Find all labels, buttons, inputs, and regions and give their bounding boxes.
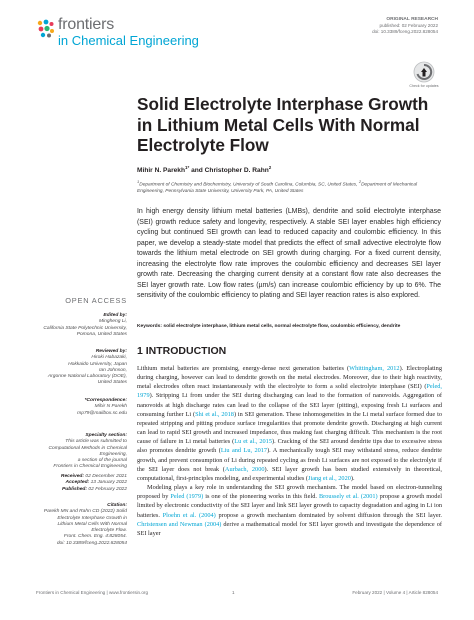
body-text-run: Lithium metal batteries are promising, energy-dense next generation batteries ( bbox=[137, 365, 350, 372]
reviewer-line: Ian Johnson, bbox=[98, 367, 127, 373]
specialty-line: Engineering, bbox=[99, 451, 127, 457]
abstract: In high energy density lithium metal batteries (LMBs), dendrite and solid electrolyte interphase (SEI) growth reduce safety and longevity, respectively. A stable SEI layer enables high efficiency cycling but continued SEI growth can lead to reduced capacity and coulombic efficiency. In this paper, we develop a steady-state model that predicts the effect of small advective electrolyte flow towards the lithium metal electrode on SEI growth during charging. For a fixed current density, increasing the electrolyte flow rate improves the coulombic efficiency and decreases SEI layer growth rate. Decreasing the charging current density at a constant flow rate also decreases the SEI layer growth rate. Low flow rates (µm/s) can increase coulombic efficiency by up to 6%. The sensitivity of the coulombic efficiency to plating and SEI layer reaction rates is also explored. bbox=[137, 208, 441, 300]
body-text-run: ). Electroplating during charging, however can lead to dendrite growth on the metal electrodes. Moreover, due to their high reactivity, metal electrodes often react instantaneously with the electrolyte to form a solid electrolyte interphase (SEI) ( bbox=[137, 365, 442, 391]
body-text-run: ). bbox=[350, 474, 355, 482]
citation-block bbox=[30, 503, 127, 547]
citation-link[interactable]: Ploehn et al. (2004) bbox=[162, 511, 216, 519]
check-updates-label[interactable]: Check for updates bbox=[409, 84, 439, 88]
affil-1-marker: 1 bbox=[137, 179, 140, 184]
intro-paragraph-1 bbox=[137, 364, 442, 483]
citation-line: Front. Chem. Eng. 4:828054. bbox=[63, 534, 127, 540]
article-title: Solid Electrolyte Interphase Growth in Lithium Metal Cells With Normal Electrolyte Flow bbox=[137, 94, 429, 155]
citation-link[interactable]: Broussely et al. (2001) bbox=[318, 493, 378, 501]
affil-2-marker: 2 bbox=[358, 179, 362, 184]
author-2-marker: 2 bbox=[268, 165, 272, 170]
reviewer-line: Argonne National Laboratory (DOE), bbox=[47, 374, 127, 380]
specialty-block bbox=[30, 433, 127, 471]
footer-page-number: 1 bbox=[232, 590, 235, 595]
citation-line: Electrolyte Flow. bbox=[91, 528, 127, 534]
author-2[interactable]: and Christopher D. Rahn bbox=[189, 167, 269, 175]
citation-link[interactable]: Christensen and Newman (2004) bbox=[137, 520, 222, 528]
body-text-run: ). SEI layer growth has been studied extensively in theoretical, computational, first-principles modeling, and experimental studies ( bbox=[137, 465, 443, 482]
citation-doi[interactable]: doi: 10.3389/fceng.2022.828054 bbox=[56, 540, 127, 546]
specialty-label: Specialty section: bbox=[85, 433, 127, 438]
accepted-label: Accepted: bbox=[65, 480, 90, 486]
reviewer-line: Hokkaido University, Japan bbox=[68, 361, 127, 367]
citation-link[interactable]: Jiang et al., 2020 bbox=[308, 474, 351, 482]
reviewed-by-block bbox=[30, 349, 127, 387]
citation-line: Electrolyte Interphase Growth in bbox=[57, 515, 127, 521]
edited-by-label: Edited by: bbox=[103, 313, 127, 318]
body-text-run: Modeling plays a key role in understanding the SEI growth mechanism. The model based on electron-tunneling proposed by bbox=[137, 484, 442, 501]
published-date-sidebar: 02 February 2022 bbox=[88, 486, 127, 492]
citation-link[interactable]: Peled (1979) bbox=[170, 493, 204, 501]
received-date: 02 December 2021 bbox=[85, 474, 127, 479]
affil-1: Department of Chemistry and Biochemistry, University of South Carolina, Columbia, SC, United States, bbox=[139, 182, 359, 188]
citation-label: Citation: bbox=[107, 503, 127, 508]
citation-link[interactable]: Liu and Lu, 2017 bbox=[220, 447, 268, 455]
citation-line: Lithium Metal Cells With Normal bbox=[57, 521, 127, 527]
affiliations bbox=[137, 179, 442, 196]
specialty-line: a section of the journal bbox=[77, 458, 127, 464]
reviewed-by-label: Reviewed by: bbox=[95, 349, 127, 354]
keywords bbox=[137, 324, 441, 329]
citation-line: Parekh MN and Rahn CD (2022) Solid bbox=[43, 509, 127, 515]
body-text-run: is one of the pioneering works in this field. bbox=[203, 493, 319, 501]
accepted-date: 13 January 2022 bbox=[90, 480, 127, 486]
open-access-label: OPEN ACCESS bbox=[65, 296, 127, 305]
brand-name: frontiers bbox=[58, 16, 114, 33]
specialty-line: Frontiers in Chemical Engineering bbox=[53, 464, 127, 470]
keywords-list: solid electrolyte interphase, lithium metal cells, normal electrolyte flow, coulombic efficiency, dendrite bbox=[163, 324, 401, 329]
intro-paragraph-2 bbox=[137, 483, 442, 538]
author-list bbox=[137, 165, 271, 174]
author-1[interactable]: Mihir N. Parekh bbox=[137, 167, 186, 175]
body-text-run: derive a mathematical model for SEI layer growth and investigate the dependence of SEI layer bbox=[137, 520, 442, 537]
reviewer-line: Hiroki Habazaki, bbox=[91, 355, 127, 361]
body-text-run: ) in SEI generation. These inhomogeneities in the Li metal surface formed due to repeated stripping and pitting produce surface irregularities that promote dendrite growth. Discharging at high current can lead to rapid SEI growth and increased impedance, thus making fast charging difficult. This mechanism is the root cause of failure in Li metal batteries ( bbox=[137, 410, 442, 446]
body-text-run: ). Stripping Li from under the SEI during discharging can lead to the formation of nanovoids. Aggregation of nanovoids at high discharge rates can lead to the collapse of the SEI layer (pitting), exposing fresh Li surfaces and consuming further Li ( bbox=[137, 392, 442, 418]
keywords-label: Keywords: bbox=[137, 324, 163, 329]
specialty-line: Computational Methods in Chemical bbox=[48, 445, 127, 451]
dates-block bbox=[30, 474, 127, 493]
journal-name: in Chemical Engineering bbox=[58, 33, 199, 48]
footer-journal[interactable]: Frontiers in Chemical Engineering | www.frontiersin.org bbox=[36, 590, 148, 595]
reviewer-line: United States bbox=[97, 380, 127, 386]
section-title: 1 INTRODUCTION bbox=[137, 345, 227, 357]
body-text-run: ). A mechanically tough SEI may withstand stress, reduce dendrite growth, and prevent consumption of Li during repeated cycling as fresh Li surfaces are not exposed to the electrolyte if the SEI layer does not break ( bbox=[137, 447, 442, 473]
published-label: Published: bbox=[62, 486, 88, 492]
citation-link[interactable]: Aurbach, 2000 bbox=[224, 465, 265, 473]
correspondence-label: *Correspondence: bbox=[84, 398, 127, 403]
editor-line: California State Polytechnic University, bbox=[43, 325, 127, 331]
body-text-run: propose a growth model limited by electronic conductivity of the SEI layer and link SEI layer growth to capacity degradation and aging in Li ion batteries. bbox=[137, 493, 442, 519]
affil-2: Department of Mechanical Engineering, Pennsylvania State University, University Park, PA, United States bbox=[137, 182, 418, 195]
article-type: ORIGINAL RESEARCH bbox=[386, 17, 438, 22]
check-updates-icon[interactable] bbox=[412, 61, 436, 83]
intro-text bbox=[137, 364, 442, 538]
frontiers-logo-icon bbox=[36, 18, 56, 40]
published-date: published: 02 February 2022 bbox=[379, 23, 438, 28]
correspondence-email[interactable]: mp79@mailbox.sc.edu bbox=[77, 410, 127, 416]
citation-link[interactable]: Shi et al., 2018 bbox=[195, 410, 234, 418]
received-label: Received: bbox=[60, 474, 85, 479]
body-text-run: propose a growth mechanism dominated by solvent diffusion through the SEI layer. bbox=[215, 511, 442, 519]
editor-line: Pomona, United States bbox=[76, 331, 127, 337]
editor-line: Mingheng Li, bbox=[98, 319, 127, 325]
correspondence-name: Mihir N Parekh bbox=[94, 404, 127, 410]
specialty-line: This article was submitted to bbox=[65, 439, 127, 445]
correspondence-block bbox=[30, 398, 127, 417]
citation-link[interactable]: Peled, 1979 bbox=[137, 383, 442, 400]
body-text-run: ). Cracking of the SEI around dendrite tips due to excessive stress also promotes dendrite growth ( bbox=[137, 438, 442, 455]
doi-link[interactable]: doi: 10.3389/fceng.2022.828054 bbox=[372, 29, 438, 34]
citation-link[interactable]: Whittingham, 2012 bbox=[349, 365, 400, 372]
edited-by-block bbox=[30, 313, 127, 338]
author-1-marker: 1* bbox=[185, 165, 190, 170]
footer-issue: February 2022 | Volume 4 | Article 828054 bbox=[352, 590, 438, 595]
citation-link[interactable]: Lu et al., 2015 bbox=[234, 438, 272, 446]
